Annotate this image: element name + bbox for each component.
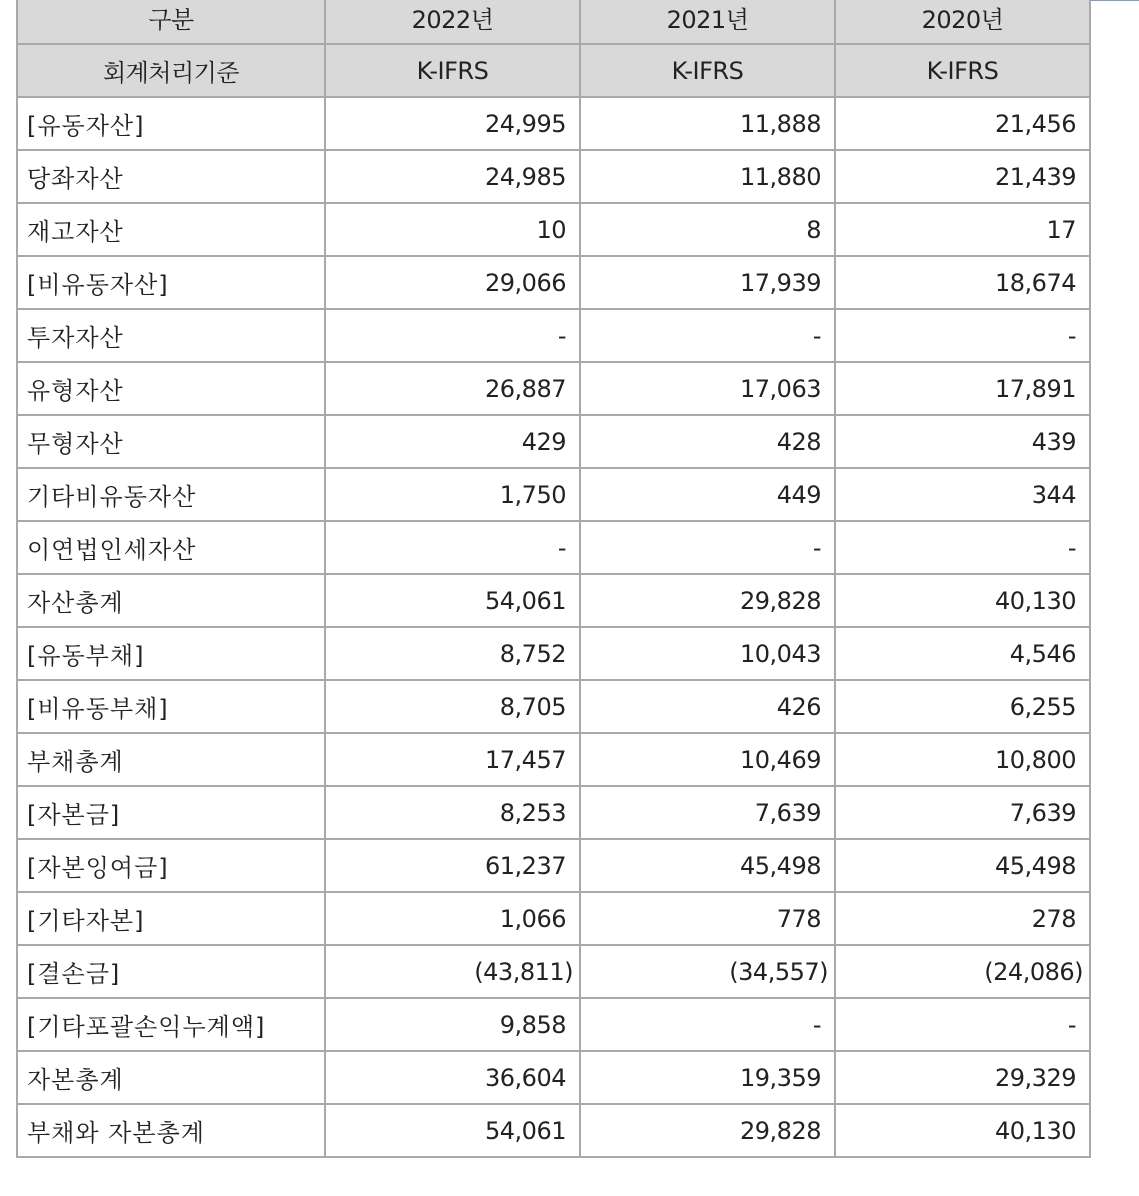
row-label: [유동자산]: [17, 97, 325, 150]
value-2022: 24,985: [325, 150, 580, 203]
value-2021: 29,828: [580, 1104, 835, 1157]
value-2022: 9,858: [325, 998, 580, 1051]
value-2022: 26,887: [325, 362, 580, 415]
table-row: [17, 892, 1090, 945]
row-label: [자본잉여금]: [17, 839, 325, 892]
row-label: 재고자산: [17, 203, 325, 256]
value-2022: 17,457: [325, 733, 580, 786]
value-2022: 1,066: [325, 892, 580, 945]
table-row: [17, 468, 1090, 521]
table-row: [17, 521, 1090, 574]
value-2021: 11,888: [580, 97, 835, 150]
header-standard-2021: K-IFRS: [580, 44, 835, 97]
row-label: 부채와 자본총계: [17, 1104, 325, 1157]
value-2020: 7,639: [835, 786, 1090, 839]
header-year-2020: 2020년: [835, 0, 1090, 44]
financial-summary-table: [16, 0, 1091, 1158]
value-2021: (34,557): [580, 945, 835, 998]
row-label: 이연법인세자산: [17, 521, 325, 574]
table-row: [17, 362, 1090, 415]
value-2021: 778: [580, 892, 835, 945]
value-2022: 8,752: [325, 627, 580, 680]
value-2020: 40,130: [835, 1104, 1090, 1157]
value-2021: 10,043: [580, 627, 835, 680]
table-row: [17, 309, 1090, 362]
table-row: [17, 415, 1090, 468]
row-label: [자본금]: [17, 786, 325, 839]
value-2022: 61,237: [325, 839, 580, 892]
row-label: [기타자본]: [17, 892, 325, 945]
table-row: [17, 680, 1090, 733]
table-row: [17, 733, 1090, 786]
row-label: [유동부채]: [17, 627, 325, 680]
value-2022: 54,061: [325, 1104, 580, 1157]
value-2020: -: [835, 309, 1090, 362]
row-label: 부채총계: [17, 733, 325, 786]
row-label: 무형자산: [17, 415, 325, 468]
row-label: 자산총계: [17, 574, 325, 627]
table-row: [17, 627, 1090, 680]
value-2020: 29,329: [835, 1051, 1090, 1104]
value-2021: 428: [580, 415, 835, 468]
table-row: [17, 1104, 1090, 1157]
value-2020: 17,891: [835, 362, 1090, 415]
value-2021: 29,828: [580, 574, 835, 627]
value-2020: (24,086): [835, 945, 1090, 998]
value-2020: 17: [835, 203, 1090, 256]
row-label: [기타포괄손익누계액]: [17, 998, 325, 1051]
row-label: [비유동부채]: [17, 680, 325, 733]
value-2021: -: [580, 998, 835, 1051]
value-2022: 54,061: [325, 574, 580, 627]
table-body: [17, 97, 1090, 1157]
value-2020: 344: [835, 468, 1090, 521]
row-label: 기타비유동자산: [17, 468, 325, 521]
value-2021: 45,498: [580, 839, 835, 892]
value-2021: 7,639: [580, 786, 835, 839]
value-2020: -: [835, 521, 1090, 574]
value-2022: 8,705: [325, 680, 580, 733]
table-row: [17, 150, 1090, 203]
value-2021: -: [580, 309, 835, 362]
value-2022: 8,253: [325, 786, 580, 839]
row-label: [결손금]: [17, 945, 325, 998]
value-2020: 278: [835, 892, 1090, 945]
row-label: 유형자산: [17, 362, 325, 415]
value-2020: 21,456: [835, 97, 1090, 150]
row-label: 자본총계: [17, 1051, 325, 1104]
value-2020: 10,800: [835, 733, 1090, 786]
table-row: [17, 97, 1090, 150]
header-row-years: [17, 0, 1090, 44]
window-edge-line: [1089, 0, 1139, 1]
header-standard-label: 회계처리기준: [17, 44, 325, 97]
table-row: [17, 203, 1090, 256]
value-2022: 36,604: [325, 1051, 580, 1104]
value-2020: 439: [835, 415, 1090, 468]
value-2020: -: [835, 998, 1090, 1051]
row-label: 당좌자산: [17, 150, 325, 203]
value-2021: 17,939: [580, 256, 835, 309]
table-row: [17, 839, 1090, 892]
value-2022: 29,066: [325, 256, 580, 309]
value-2022: -: [325, 309, 580, 362]
value-2022: (43,811): [325, 945, 580, 998]
value-2021: 17,063: [580, 362, 835, 415]
header-standard-2022: K-IFRS: [325, 44, 580, 97]
value-2021: 11,880: [580, 150, 835, 203]
value-2022: 10: [325, 203, 580, 256]
value-2021: 8: [580, 203, 835, 256]
value-2020: 4,546: [835, 627, 1090, 680]
value-2022: 24,995: [325, 97, 580, 150]
value-2021: 449: [580, 468, 835, 521]
value-2021: 19,359: [580, 1051, 835, 1104]
header-standard-2020: K-IFRS: [835, 44, 1090, 97]
value-2021: -: [580, 521, 835, 574]
table-row: [17, 1051, 1090, 1104]
value-2020: 45,498: [835, 839, 1090, 892]
table-row: [17, 945, 1090, 998]
header-year-2021: 2021년: [580, 0, 835, 44]
row-label: [비유동자산]: [17, 256, 325, 309]
table-row: [17, 786, 1090, 839]
header-category: 구분: [17, 0, 325, 44]
value-2020: 18,674: [835, 256, 1090, 309]
value-2020: 40,130: [835, 574, 1090, 627]
header-year-2022: 2022년: [325, 0, 580, 44]
table-row: [17, 998, 1090, 1051]
value-2021: 10,469: [580, 733, 835, 786]
value-2022: 429: [325, 415, 580, 468]
row-label: 투자자산: [17, 309, 325, 362]
value-2021: 426: [580, 680, 835, 733]
table-row: [17, 574, 1090, 627]
table-row: [17, 256, 1090, 309]
header-row-standard: [17, 44, 1090, 97]
value-2022: 1,750: [325, 468, 580, 521]
value-2022: -: [325, 521, 580, 574]
value-2020: 21,439: [835, 150, 1090, 203]
value-2020: 6,255: [835, 680, 1090, 733]
